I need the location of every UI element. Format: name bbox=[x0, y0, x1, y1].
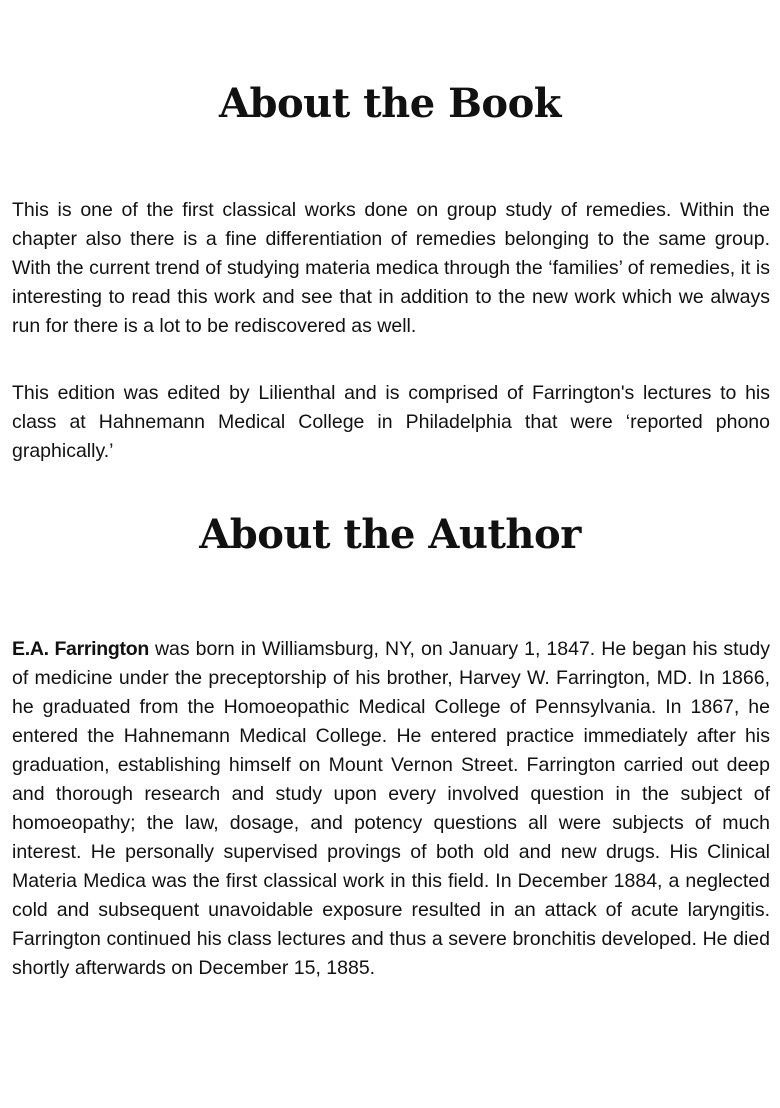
author-name: E.A. Farrington bbox=[12, 638, 149, 660]
about-book-paragraph-1: This is one of the first classical works done on group study of remedies. Within the chapter also there is a fine differentiation of remedies belonging to the same group. With the current trend of studying materia medica through the ‘families’ of remedies, it is interesting to read this work and see that in addition to the new work which we always run for there is a lot to be rediscovered as well. bbox=[12, 199, 770, 337]
about-book-paragraph-2: This edition was edited by Lilienthal and is comprised of Farrington's lectures to his class at Hahnemann Medical College in Philadelphia that were ‘reported phono graphically.’ bbox=[12, 382, 770, 462]
about-author-paragraph bbox=[12, 635, 770, 983]
about-book-heading: About the Book bbox=[219, 80, 561, 127]
author-biography: was born in Williamsburg, NY, on January 1, 1847. He began his study of medicine under the preceptorship of his brother, Harvey W. Farrington, MD. In 1866, he graduated from the Homoeopathic Medical College of Pennsylvania. In 1867, he entered the Hahnemann Medical College. He entered practice immediately after his graduation, establishing himself on Mount Vernon Street. Farrington carried out deep and thorough research and study upon every involved question in the subject of homoeopathy; the law, dosage, and potency questions all were subjects of much interest. He personally supervised provings of both old and new drugs. His Clinical Materia Medica was the first classical work in this field. In December 1884, a neglected cold and subsequent unavoidable exposure resulted in an attack of acute laryngitis. Farrington continued his class lectures and thus a severe bronchitis developed. He died shortly afterwards on December 15, 1885. bbox=[12, 638, 770, 979]
about-author-heading: About the Author bbox=[199, 511, 581, 558]
